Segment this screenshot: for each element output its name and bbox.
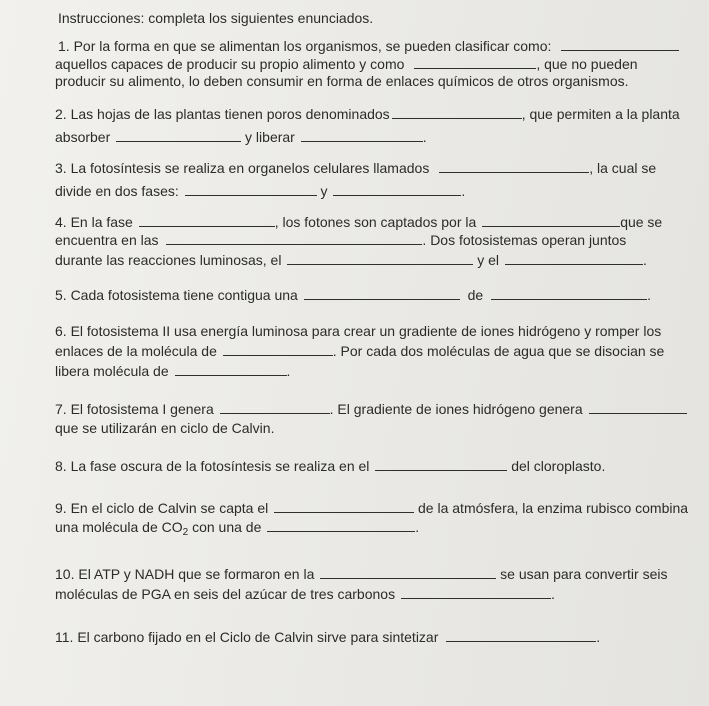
- q7-text: . El gradiente de iones hidrógeno genera: [329, 401, 583, 417]
- q11-line-1: [55, 629, 600, 646]
- q9-line-1: [55, 500, 688, 517]
- answer-blank[interactable]: [375, 458, 507, 471]
- q3-text: divide en dos fases:: [55, 183, 179, 199]
- q9-text: .: [415, 519, 420, 535]
- answer-blank[interactable]: [287, 252, 473, 265]
- answer-blank[interactable]: [166, 232, 422, 245]
- q10-text: 10. El ATP y NADH que se formaron en la: [55, 566, 315, 582]
- answer-blank[interactable]: [139, 214, 275, 227]
- q5-line-1: [55, 287, 651, 304]
- q4-text: . Dos fotosistemas operan juntos: [422, 232, 627, 248]
- q10-line-1: [55, 566, 667, 583]
- answer-blank[interactable]: [116, 129, 241, 142]
- q10-text: .: [550, 586, 555, 602]
- q9-text: con una de: [192, 519, 262, 535]
- answer-blank[interactable]: [561, 38, 679, 51]
- answer-blank[interactable]: [175, 363, 287, 376]
- q6-text: enlaces de la molécula de: [55, 343, 217, 359]
- answer-blank[interactable]: [274, 500, 414, 513]
- q8-text: 8. La fase oscura de la fotosíntesis se realiza en el: [55, 458, 370, 474]
- q2-line-2: [55, 129, 427, 146]
- answer-blank[interactable]: [223, 343, 333, 356]
- q6-text: libera molécula de: [55, 363, 169, 379]
- q4-text: .: [642, 252, 647, 268]
- q11-text: 11. El carbono fijado en el Ciclo de Calvin sirve para sintetizar: [55, 629, 439, 645]
- q2-line-1: [55, 106, 680, 123]
- q4-text: 4. En la fase: [55, 214, 133, 230]
- q7-line-1: [55, 401, 687, 418]
- q1-text: , que no pueden: [536, 56, 638, 72]
- answer-blank[interactable]: [491, 287, 647, 300]
- q1-line-1: [58, 38, 679, 55]
- answer-blank[interactable]: [505, 252, 643, 265]
- q3-text: .: [461, 183, 466, 199]
- q2-text: y liberar: [245, 129, 295, 145]
- q10-line-2: [55, 586, 555, 603]
- answer-blank[interactable]: [392, 106, 522, 119]
- answer-blank[interactable]: [333, 183, 461, 196]
- instructions-heading: Instrucciones: completa los siguientes enunciados.: [58, 10, 374, 26]
- q4-text: , los fotones son captados por la: [274, 214, 477, 230]
- q6-line-1: 6. El fotosistema II usa energía luminosa para crear un gradiente de iones hidrógeno y romper los: [55, 323, 662, 339]
- q5-text: .: [647, 287, 651, 303]
- q4-text: que se: [620, 214, 663, 230]
- answer-blank[interactable]: [482, 214, 620, 227]
- answer-blank[interactable]: [589, 401, 687, 414]
- answer-blank[interactable]: [320, 566, 496, 579]
- q2-text: 2. Las hojas de las plantas tienen poros denominados: [55, 106, 390, 122]
- q10-text: moléculas de PGA en seis del azúcar de tres carbonos: [55, 586, 396, 602]
- q7-text: 7. El fotosistema I genera: [55, 401, 214, 417]
- q4-line-1: [55, 214, 662, 231]
- q11-text: .: [596, 629, 601, 645]
- q5-text: 5. Cada fotosistema tiene contigua una: [55, 287, 298, 303]
- q2-text: absorber: [55, 129, 111, 145]
- q4-line-3: [55, 252, 647, 269]
- answer-blank[interactable]: [220, 401, 330, 414]
- q1-text: aquellos capaces de producir su propio alimento y como: [55, 56, 405, 72]
- answer-blank[interactable]: [401, 586, 551, 599]
- answer-blank[interactable]: [446, 629, 596, 642]
- q8-line-1: [55, 458, 605, 475]
- q6-line-2: [55, 343, 664, 360]
- q2-text: .: [422, 129, 427, 145]
- answer-blank[interactable]: [414, 56, 536, 69]
- q1-line-3: producir su alimento, lo deben consumir en forma de enlaces químicos de otros organismos.: [55, 73, 629, 89]
- q4-text: encuentra en las: [55, 232, 159, 248]
- q4-text: durante las reacciones luminosas, el: [55, 252, 282, 268]
- q8-text: del cloroplasto.: [511, 458, 606, 474]
- q3-text: , la cual se: [589, 160, 657, 176]
- q6-text: .: [286, 363, 291, 379]
- answer-blank[interactable]: [267, 519, 415, 532]
- q9-subscript: 2: [182, 527, 189, 538]
- q9-text: de la atmósfera, la enzima rubisco combina: [418, 500, 689, 516]
- q10-text: se usan para convertir seis: [500, 566, 668, 582]
- q4-line-2: [55, 232, 626, 249]
- q1-text: 1. Por la forma en que se alimentan los organismos, se pueden clasificar como:: [58, 38, 552, 54]
- q2-text: , que permiten a la planta: [521, 106, 680, 122]
- answer-blank[interactable]: [439, 160, 589, 173]
- answer-blank[interactable]: [185, 183, 317, 196]
- q6-line-3: [55, 363, 290, 380]
- q9-text: 9. En el ciclo de Calvin se capta el: [55, 500, 269, 516]
- q7-line-2: que se utilizarán en ciclo de Calvin.: [55, 420, 275, 436]
- q9-line-2: [55, 519, 419, 541]
- q3-line-1: [55, 160, 656, 177]
- q5-text: de: [467, 287, 484, 303]
- q4-text: y el: [477, 252, 500, 268]
- q3-line-2: [55, 183, 465, 200]
- answer-blank[interactable]: [304, 287, 460, 300]
- q1-line-2: [55, 56, 638, 73]
- q3-text: 3. La fotosíntesis se realiza en organelos celulares llamados: [55, 160, 430, 176]
- answer-blank[interactable]: [301, 129, 423, 142]
- q9-text: una molécula de CO: [55, 519, 183, 535]
- q6-text: . Por cada dos moléculas de agua que se disocian se: [332, 343, 665, 359]
- q3-text: y: [320, 183, 328, 199]
